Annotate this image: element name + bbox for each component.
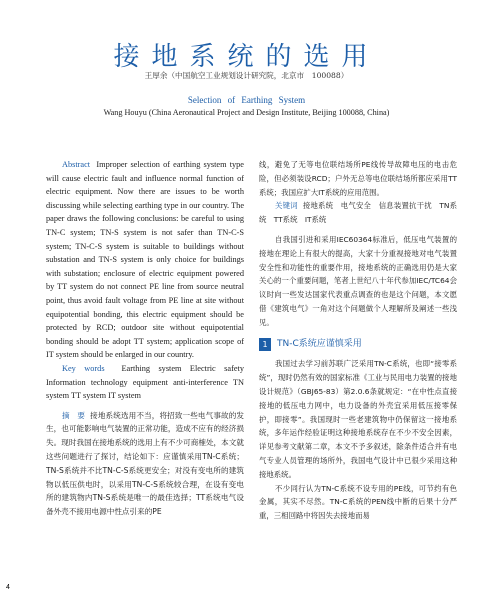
- intro-paragraph: 自我国引进和采用IEC60364标准后，低压电气装置的接地在理论上有很大的提高，大家十分重视接地对电气装置安全性和功能性的重要作用，接地系统的正确选用仍是大家关心的一个重要问题，笔者上世纪八十年代参加IEC/TC64会议时向一些发达国家代表重点调查的也是这个问题，本文愿借《建筑电气》一角对这个问题做个人理解所及阐述一些浅见。: [259, 234, 457, 327]
- abstract-label: Abstract: [62, 160, 91, 169]
- keywords-en: [46, 362, 244, 403]
- paragraph-continuation: 线，避免了无等电位联结场所PE线传导故障电压的电击危险，但必须装设RCD；户外无总等电位联结场所都应采用TT系统；我国应扩大IT系统的应用范围。: [259, 160, 457, 197]
- abstract-en: [46, 158, 244, 362]
- keywords-en-text: Earthing system Electric safety Information technology equipment anti-interference TN system TT system IT system: [46, 363, 244, 401]
- section-title: TN-C系统应谨慎采用: [277, 338, 362, 349]
- keywords-cn: [259, 199, 457, 227]
- keywords-label: Key words: [62, 363, 105, 373]
- abstract-cn-label: 摘 要: [62, 410, 86, 420]
- author-byline-cn: 王厚余（中国航空工业规划设计研究院，北京市 100088）: [144, 71, 349, 80]
- abstract-cn-text: 接地系统选用不当，将招致一些电气事故的发生，也可能影响电气装置的正常功能，造成不应有的经济损失。现时我国在接地系统的选用上有不少可商榷处，本文就这些问题进行了探讨，结论如下：应谨慎采用TN-C系统；TN-S系统并不比TN-C-S系统更安全；对没有变电所的建筑物以低压供电时，以采用TN-C-S系统较合理，在设有变电所的建筑物内TN-S系统是唯一的最佳选择；TT系统电气设备外壳不接用电源中性点引来的PE: [46, 410, 245, 517]
- section-paragraph-1: 我国过去学习前苏联广泛采用TN-C系统，也即“接零系统”，现时仍然有效的国家标准《工业与民用电力装置的接地设计规范》（GBJ65-83）第2.0.6条就规定：“在中性点直接接地的低压电力网中，电力设备的外壳宜采用低压接零保护，即接零”。我国现时一些老建筑物中仍保留这一接地系统，多年运作经验证明这种接地系统存在不少不安全因素，详见参考文献第二章，本文不予多叙述，除条件适合并有电气专业人员管理的场所外，我国电气设计中已很少采用这种接地系统。: [259, 359, 457, 479]
- page-title: 接地系统的选用: [113, 42, 380, 72]
- right-column: [259, 158, 457, 523]
- page-number: 4: [6, 584, 10, 591]
- abstract-cn: [46, 409, 244, 519]
- abstract-en-text: Improper selection of earthing system type will cause electric fault and influence normal function of electric equipment. Now there are issues to be worth discussing while selecting earthing type in our country. The paper draws the following conclusions: be careful to using TN-C system; TN-S system is not safer than TN-C-S system; TN-C-S system is suitable to buildings without substation and TN-S system is only choice for buildings with substation; enclosure of electric equipment powered by TT system do not connect PE line from source neutral point, thus avoid fault voltage from PE line at site without equipotential bonding, this electric equipment should be protected by RCD; outdoor site without equipotential bonding should be adopt TT system; application scope of IT system should be enlarged in our country.: [46, 160, 244, 360]
- keywords-cn-label: 关键词: [275, 201, 298, 211]
- section-paragraph-2: 不少同行认为TN-C系统不设专用的PE线，可节约有色金属，其实不尽然。TN-C系统的PEN线中断的后果十分严重，三相回路中将因失去接地而易: [259, 483, 457, 521]
- author-byline-en: Wang Houyu (China Aeronautical Project and Design Institute, Beijing 100088, China): [103, 108, 390, 117]
- section-heading: [259, 338, 457, 352]
- section-number: 1: [259, 338, 271, 351]
- title-en: Selection of Earthing System: [187, 95, 306, 105]
- left-column: [46, 158, 244, 519]
- keywords-cn-text: 接地系统 电气安全 信息装置抗干扰 TN系统 TT系统 IT系统: [259, 201, 458, 225]
